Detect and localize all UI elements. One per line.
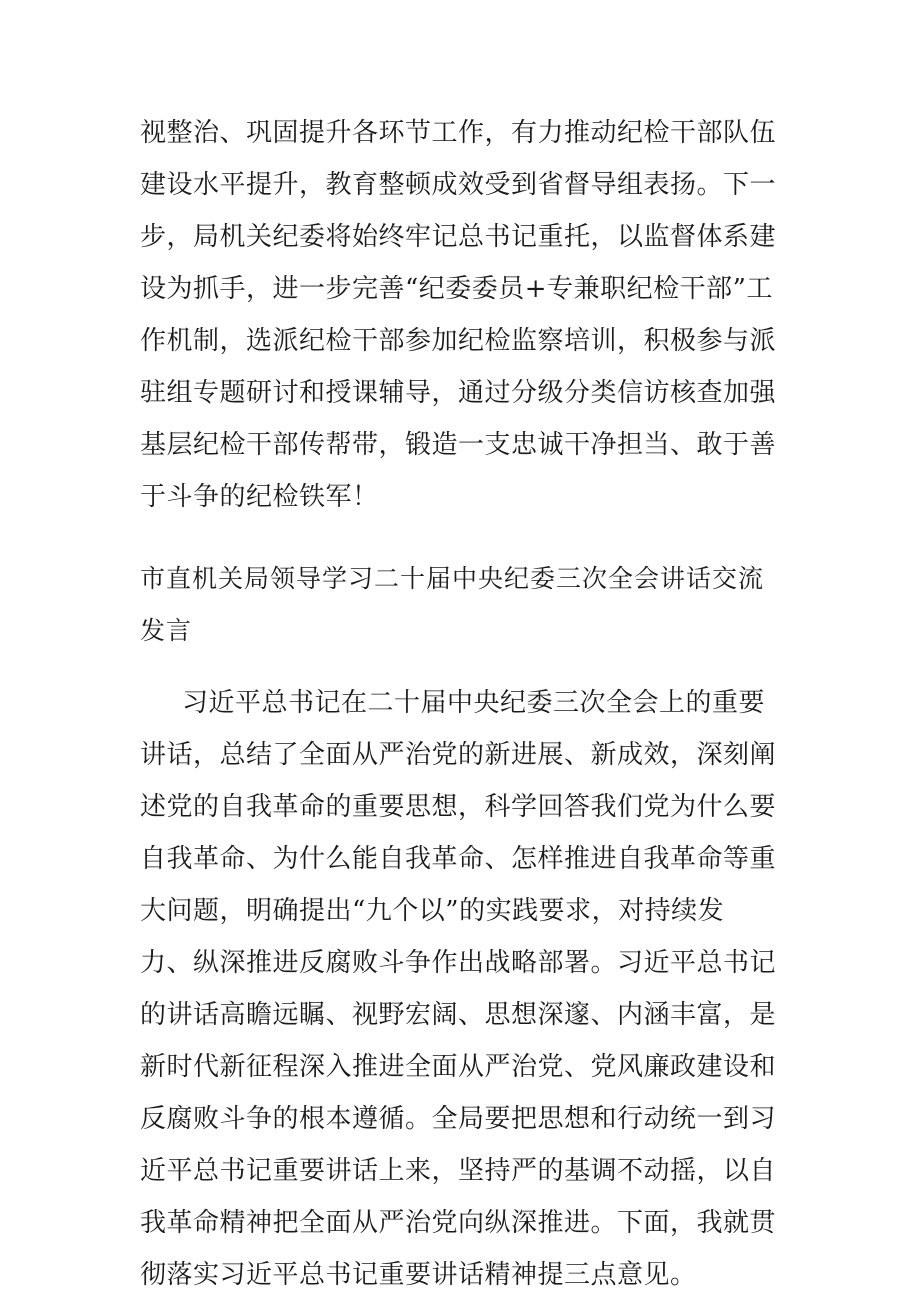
- paragraph-line: 讲话，总结了全面从严治党的新进展、新成效，深刻阐: [140, 740, 777, 770]
- paragraph-line: 作机制，选派纪检干部参加纪检监察培训，积极参与派: [140, 326, 777, 356]
- spacer: [140, 523, 780, 553]
- paragraph-line: 的讲话高瞻远瞩、视野宏阔、思想深邃、内涵丰富，是: [140, 1000, 777, 1030]
- paragraph-line: 力、纵深推进反腐败斗争作出战略部署。习近平总书记: [140, 948, 777, 978]
- paragraph-line: 于斗争的纪检铁军！: [140, 482, 379, 512]
- paragraph-line: 近平总书记重要讲话上来，坚持严的基调不动摇，以自: [140, 1156, 777, 1186]
- spacer: [140, 657, 780, 677]
- paragraph-line: 步，局机关纪委将始终牢记总书记重托，以监督体系建: [140, 222, 777, 252]
- paragraph-line: 我革命精神把全面从严治党向纵深推进。下面，我就贯: [140, 1208, 777, 1238]
- paragraph-line: 反腐败斗争的根本遵循。全局要把思想和行动统一到习: [140, 1104, 777, 1134]
- paragraph-line: 基层纪检干部传帮带，锻造一支忠诚干净担当、敢于善: [140, 430, 777, 460]
- paragraph-line: 新时代新征程深入推进全面从严治党、党风廉政建设和: [140, 1052, 777, 1082]
- paragraph-line: 设为抓手，进一步完善“纪委委员+专兼职纪检干部”工: [140, 274, 773, 304]
- paragraph-first-line: 习近平总书记在二十届中央纪委三次全会上的重要: [182, 688, 766, 718]
- paragraph-line: 视整治、巩固提升各环节工作，有力推动纪检干部队伍: [140, 118, 777, 148]
- paragraph-continuation: [140, 107, 780, 523]
- paragraph-line: 大问题，明确提出“九个以”的实践要求，对持续发: [140, 896, 725, 926]
- paragraph-line: 建设水平提升，教育整顿成效受到省督导组表扬。下一: [140, 170, 777, 200]
- paragraph-line: 自我革命、为什么能自我革命、怎样推进自我革命等重: [140, 844, 777, 874]
- document-page: [140, 107, 780, 1301]
- section-title: [140, 553, 780, 657]
- title-line: 市直机关局领导学习二十届中央纪委三次全会讲话交流: [140, 564, 765, 593]
- paragraph-line: 彻落实习近平总书记重要讲话精神提三点意见。: [140, 1260, 697, 1290]
- title-line: 发言: [140, 616, 193, 645]
- paragraph-line: 驻组专题研讨和授课辅导，通过分级分类信访核查加强: [140, 378, 777, 408]
- paragraph-line: 述党的自我革命的重要思想，科学回答我们党为什么要: [140, 792, 777, 822]
- paragraph-body: [140, 677, 780, 1301]
